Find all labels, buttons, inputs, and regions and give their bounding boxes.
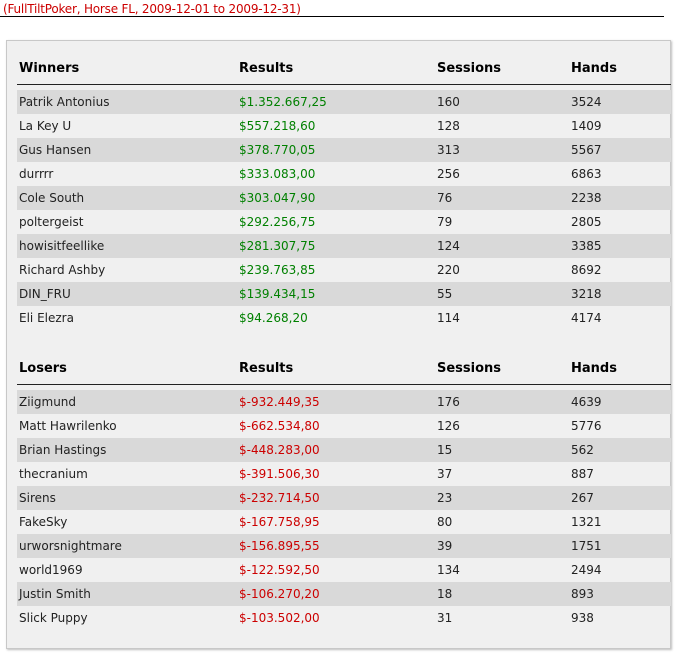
player-result: $-391.506,30 — [239, 467, 320, 481]
player-name: La Key U — [19, 119, 72, 133]
player-name: Matt Hawrilenko — [19, 419, 117, 433]
player-sessions: 23 — [437, 491, 453, 505]
table-row — [17, 510, 671, 534]
player-sessions: 39 — [437, 539, 453, 553]
player-result: $-448.283,00 — [239, 443, 320, 457]
player-hands: 5776 — [571, 419, 602, 433]
player-result: $-156.895,55 — [239, 539, 320, 553]
winners-column-header-results: Results — [239, 61, 294, 76]
table-row — [17, 90, 671, 114]
player-hands: 4174 — [571, 311, 602, 325]
losers-section — [17, 357, 671, 630]
player-result: $239.763,85 — [239, 263, 316, 277]
player-name: poltergeist — [19, 215, 84, 229]
losers-column-header-sessions: Sessions — [437, 361, 502, 376]
table-row — [17, 162, 671, 186]
table-row — [17, 114, 671, 138]
player-name: thecranium — [19, 467, 88, 481]
losers-header-row — [17, 357, 671, 385]
player-result: $-167.758,95 — [239, 515, 320, 529]
player-result: $378.770,05 — [239, 143, 316, 157]
player-hands: 938 — [571, 611, 594, 625]
table-row — [17, 438, 671, 462]
losers-column-header-name: Losers — [19, 361, 67, 376]
player-sessions: 134 — [437, 563, 460, 577]
player-sessions: 313 — [437, 143, 460, 157]
winners-header-row — [17, 57, 671, 85]
player-sessions: 55 — [437, 287, 453, 301]
table-row — [17, 534, 671, 558]
player-sessions: 114 — [437, 311, 460, 325]
player-hands: 893 — [571, 587, 594, 601]
losers-rows — [17, 390, 671, 630]
player-sessions: 31 — [437, 611, 453, 625]
player-sessions: 160 — [437, 95, 460, 109]
player-hands: 2238 — [571, 191, 602, 205]
player-name: Sirens — [19, 491, 56, 505]
losers-column-header-results: Results — [239, 361, 294, 376]
table-row — [17, 462, 671, 486]
player-name: world1969 — [19, 563, 83, 577]
player-hands: 1409 — [571, 119, 602, 133]
table-row — [17, 558, 671, 582]
player-hands: 5567 — [571, 143, 602, 157]
player-name: durrrr — [19, 167, 54, 181]
table-row — [17, 282, 671, 306]
table-row — [17, 138, 671, 162]
player-sessions: 176 — [437, 395, 460, 409]
player-hands: 1751 — [571, 539, 602, 553]
player-sessions: 18 — [437, 587, 453, 601]
winners-rows — [17, 90, 671, 330]
player-hands: 267 — [571, 491, 594, 505]
table-row — [17, 606, 671, 630]
table-row — [17, 186, 671, 210]
player-hands: 1321 — [571, 515, 602, 529]
player-name: Ziigmund — [19, 395, 77, 409]
player-result: $-122.592,50 — [239, 563, 320, 577]
player-result: $292.256,75 — [239, 215, 316, 229]
player-result: $-662.534,80 — [239, 419, 320, 433]
player-hands: 887 — [571, 467, 594, 481]
player-name: urworsnightmare — [19, 539, 122, 553]
player-hands: 2805 — [571, 215, 602, 229]
player-result: $333.083,00 — [239, 167, 316, 181]
player-result: $-103.502,00 — [239, 611, 320, 625]
winners-section — [17, 57, 671, 330]
player-hands: 2494 — [571, 563, 602, 577]
player-name: Gus Hansen — [19, 143, 92, 157]
player-name: Slick Puppy — [19, 611, 88, 625]
player-hands: 3524 — [571, 95, 602, 109]
table-row — [17, 414, 671, 438]
player-sessions: 80 — [437, 515, 453, 529]
player-hands: 3218 — [571, 287, 602, 301]
player-hands: 3385 — [571, 239, 602, 253]
winners-column-header-name: Winners — [19, 61, 80, 76]
player-hands: 562 — [571, 443, 594, 457]
table-row — [17, 306, 671, 330]
player-name: Justin Smith — [19, 587, 91, 601]
player-sessions: 37 — [437, 467, 453, 481]
player-name: FakeSky — [19, 515, 68, 529]
player-name: DIN_FRU — [19, 287, 71, 301]
table-row — [17, 582, 671, 606]
player-result: $281.307,75 — [239, 239, 316, 253]
player-result: $139.434,15 — [239, 287, 316, 301]
winners-column-header-sessions: Sessions — [437, 61, 502, 76]
player-name: howisitfeellike — [19, 239, 105, 253]
player-sessions: 124 — [437, 239, 460, 253]
player-result: $-232.714,50 — [239, 491, 320, 505]
table-row — [17, 234, 671, 258]
losers-column-header-hands: Hands — [571, 361, 617, 376]
player-hands: 8692 — [571, 263, 602, 277]
player-sessions: 76 — [437, 191, 453, 205]
results-panel — [6, 40, 671, 649]
table-caption: (FullTiltPoker, Horse FL, 2009-12-01 to 2009-12-31) — [3, 2, 301, 16]
table-row — [17, 210, 671, 234]
player-sessions: 15 — [437, 443, 453, 457]
player-result: $-932.449,35 — [239, 395, 320, 409]
player-name: Eli Elezra — [19, 311, 74, 325]
player-hands: 6863 — [571, 167, 602, 181]
player-result: $1.352.667,25 — [239, 95, 327, 109]
player-sessions: 256 — [437, 167, 460, 181]
caption-underline — [0, 16, 664, 17]
table-row — [17, 258, 671, 282]
player-result: $-106.270,20 — [239, 587, 320, 601]
player-sessions: 126 — [437, 419, 460, 433]
player-name: Cole South — [19, 191, 85, 205]
table-row — [17, 390, 671, 414]
player-result: $94.268,20 — [239, 311, 308, 325]
player-name: Brian Hastings — [19, 443, 107, 457]
winners-column-header-hands: Hands — [571, 61, 617, 76]
player-name: Patrik Antonius — [19, 95, 110, 109]
player-sessions: 220 — [437, 263, 460, 277]
player-result: $303.047,90 — [239, 191, 316, 205]
player-result: $557.218,60 — [239, 119, 316, 133]
player-sessions: 79 — [437, 215, 453, 229]
player-hands: 4639 — [571, 395, 602, 409]
player-name: Richard Ashby — [19, 263, 106, 277]
player-sessions: 128 — [437, 119, 460, 133]
table-row — [17, 486, 671, 510]
